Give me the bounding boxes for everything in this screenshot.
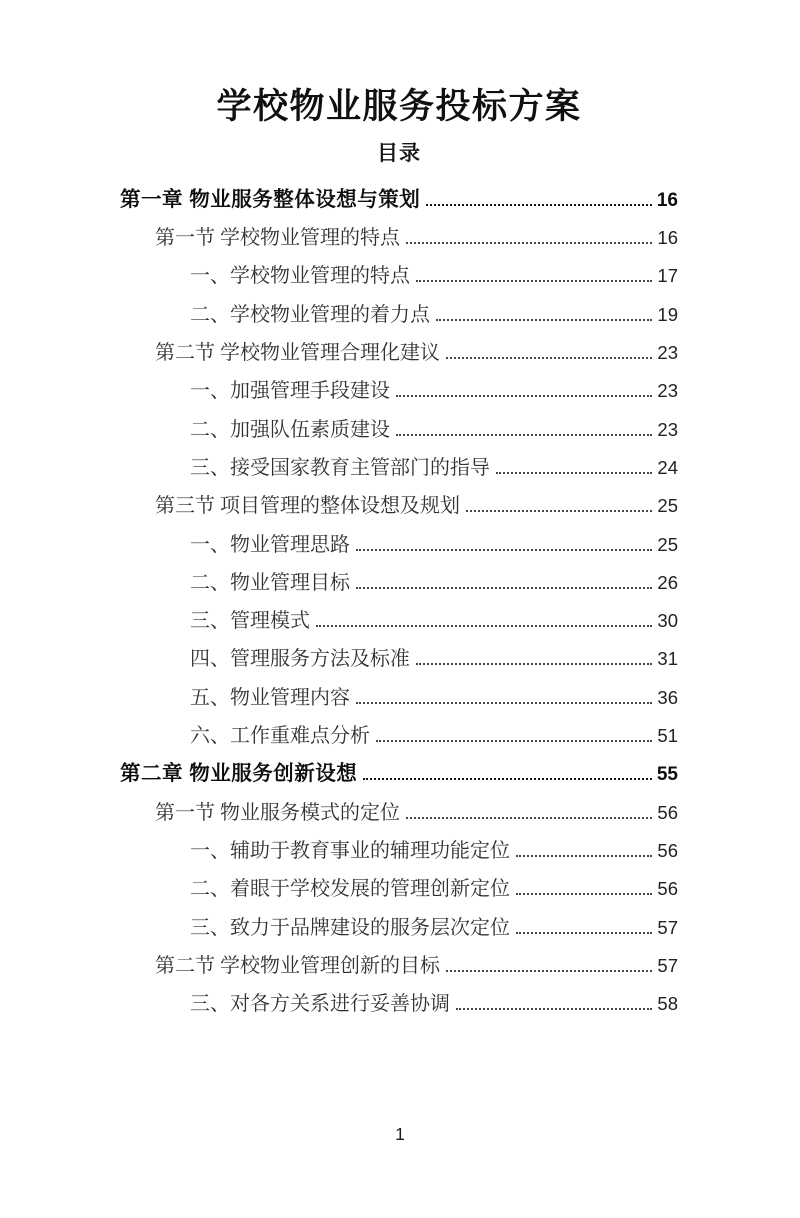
toc-entry[interactable] — [190, 870, 678, 908]
toc-leader-dots — [356, 587, 652, 589]
toc-entry-page: 56 — [657, 878, 678, 900]
toc-entry-label: 第一节 学校物业管理的特点 — [155, 227, 400, 250]
toc-entry-label: 一、物业管理思路 — [190, 533, 350, 556]
toc-leader-dots — [406, 817, 652, 819]
toc-leader-dots — [376, 740, 652, 742]
toc-leader-dots — [416, 663, 652, 665]
toc-entry-page: 19 — [657, 303, 678, 325]
toc-entry[interactable] — [190, 909, 678, 947]
document-page — [0, 86, 800, 1218]
toc-entry[interactable] — [190, 564, 678, 602]
toc-entry-page: 57 — [657, 954, 678, 976]
toc-entry-page: 23 — [657, 418, 678, 440]
toc-entry-label: 四、管理服务方法及标准 — [190, 648, 410, 671]
toc-leader-dots — [356, 702, 652, 704]
toc-entry-page: 25 — [657, 495, 678, 517]
toc-leader-dots — [516, 855, 652, 857]
toc-entry[interactable] — [190, 449, 678, 487]
toc-entry-page: 25 — [657, 533, 678, 555]
toc-entry-page: 26 — [657, 571, 678, 593]
toc-entry[interactable] — [155, 794, 678, 832]
toc-entry-page: 57 — [657, 916, 678, 938]
toc-entry-page: 56 — [657, 839, 678, 861]
toc-leader-dots — [396, 434, 652, 436]
toc-entry[interactable] — [155, 487, 678, 525]
toc-entry-page: 24 — [657, 456, 678, 478]
toc-leader-dots — [316, 625, 652, 627]
toc-entry[interactable] — [155, 947, 678, 985]
toc-entry-label: 第二节 学校物业管理创新的目标 — [155, 954, 440, 977]
toc-entry-page: 56 — [657, 801, 678, 823]
toc-entry[interactable] — [190, 526, 678, 564]
toc-entry-label: 第一章 物业服务整体设想与策划 — [120, 187, 421, 211]
toc-leader-dots — [446, 357, 652, 359]
toc-leader-dots — [516, 932, 652, 934]
toc-entry-label: 二、着眼于学校发展的管理创新定位 — [190, 878, 510, 901]
toc-list — [120, 181, 678, 1024]
toc-entry-page: 58 — [657, 993, 678, 1015]
toc-entry-page: 31 — [657, 648, 678, 670]
toc-entry-page: 16 — [656, 189, 678, 211]
document-title: 学校物业服务投标方案 — [216, 87, 582, 126]
toc-leader-dots — [466, 510, 652, 512]
toc-entry-page: 30 — [657, 610, 678, 632]
toc-entry-label: 二、学校物业管理的着力点 — [190, 303, 430, 326]
toc-entry[interactable] — [190, 372, 678, 410]
toc-entry[interactable] — [190, 679, 678, 717]
toc-entry[interactable] — [120, 181, 678, 219]
toc-entry-label: 第一节 物业服务模式的定位 — [155, 801, 400, 824]
toc-leader-dots — [446, 970, 652, 972]
toc-entry-label: 二、加强队伍素质建设 — [190, 418, 390, 441]
toc-entry-label: 三、致力于品牌建设的服务层次定位 — [190, 916, 510, 939]
toc-entry-label: 一、学校物业管理的特点 — [190, 265, 410, 288]
toc-heading: 目录 — [377, 141, 421, 165]
toc-entry-label: 三、接受国家教育主管部门的指导 — [190, 456, 490, 479]
toc-leader-dots — [456, 1008, 652, 1010]
toc-entry-page: 51 — [657, 725, 678, 747]
toc-entry-label: 第三节 项目管理的整体设想及规划 — [155, 495, 460, 518]
toc-entry-page: 17 — [657, 265, 678, 287]
toc-entry[interactable] — [120, 755, 678, 793]
toc-leader-dots — [363, 778, 652, 780]
toc-leader-dots — [356, 549, 652, 551]
toc-entry[interactable] — [190, 602, 678, 640]
toc-entry-label: 一、辅助于教育事业的辅理功能定位 — [190, 839, 510, 862]
toc-entry[interactable] — [190, 832, 678, 870]
toc-leader-dots — [516, 893, 652, 895]
toc-entry[interactable] — [155, 219, 678, 257]
toc-entry-label: 六、工作重难点分析 — [190, 725, 370, 748]
toc-entry-label: 三、管理模式 — [190, 610, 310, 633]
toc-entry-label: 五、物业管理内容 — [190, 686, 350, 709]
toc-leader-dots — [426, 204, 652, 206]
toc-entry[interactable] — [190, 717, 678, 755]
toc-entry[interactable] — [155, 334, 678, 372]
toc-entry-label: 第二章 物业服务创新设想 — [120, 762, 358, 786]
toc-entry-label: 二、物业管理目标 — [190, 571, 350, 594]
toc-entry[interactable] — [190, 296, 678, 334]
toc-entry[interactable] — [190, 640, 678, 678]
toc-entry[interactable] — [190, 411, 678, 449]
footer-page-number: 1 — [395, 1124, 405, 1144]
toc-entry-page: 36 — [657, 686, 678, 708]
toc-entry-label: 三、对各方关系进行妥善协调 — [190, 993, 450, 1016]
toc-leader-dots — [436, 319, 652, 321]
toc-entry-page: 23 — [657, 380, 678, 402]
toc-entry[interactable] — [190, 257, 678, 295]
toc-entry-page: 16 — [657, 227, 678, 249]
toc-entry-page: 23 — [657, 342, 678, 364]
toc-leader-dots — [396, 395, 652, 397]
toc-entry-label: 第二节 学校物业管理合理化建议 — [155, 342, 440, 365]
toc-leader-dots — [416, 280, 652, 282]
toc-leader-dots — [406, 242, 652, 244]
toc-leader-dots — [496, 472, 652, 474]
toc-entry[interactable] — [190, 985, 678, 1023]
toc-entry-page: 55 — [656, 764, 678, 786]
toc-entry-label: 一、加强管理手段建设 — [190, 380, 390, 403]
